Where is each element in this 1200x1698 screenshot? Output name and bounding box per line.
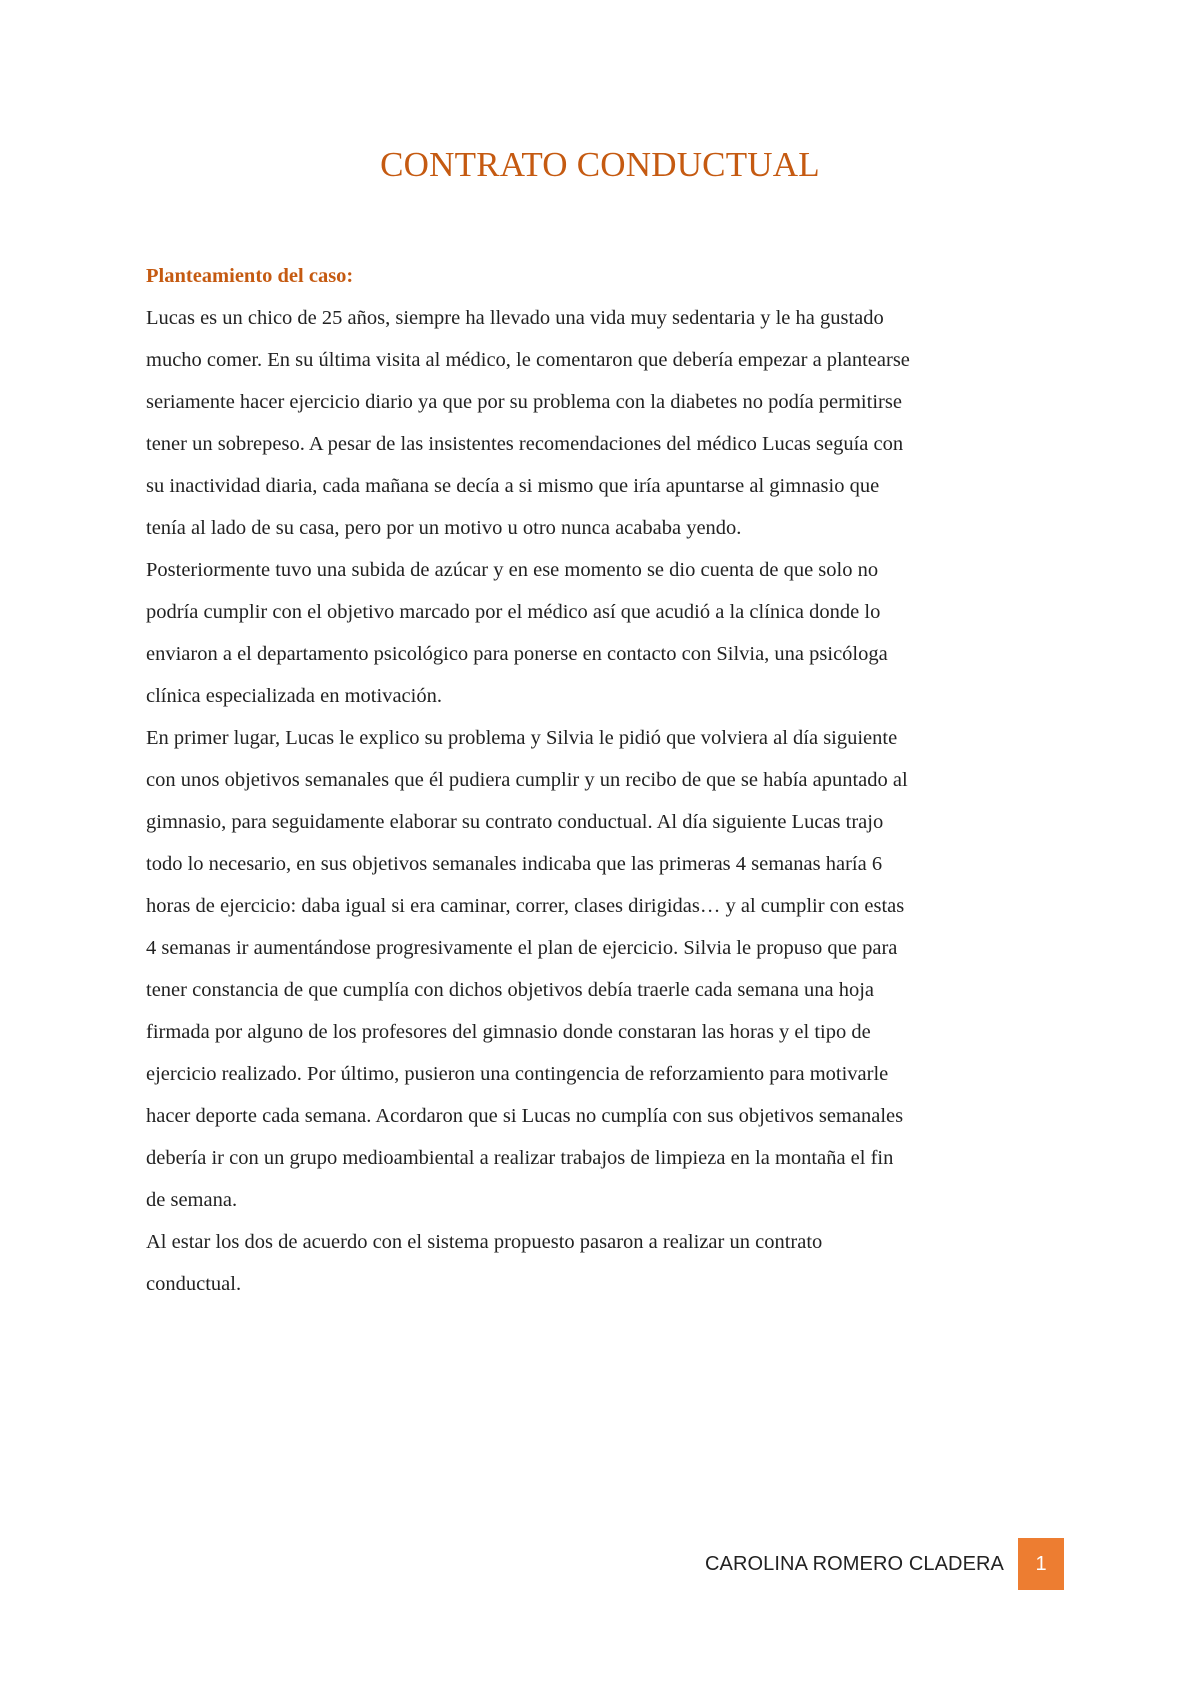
body-line: Lucas es un chico de 25 años, siempre ha llevado una vida muy sedentaria y le ha gustado <box>146 307 884 329</box>
body-line: Posteriormente tuvo una subida de azúcar y en ese momento se dio cuenta de que solo no <box>146 559 879 581</box>
section-heading: Planteamiento del caso: <box>146 265 354 287</box>
footer-author: CAROLINA ROMERO CLADERA <box>704 1552 1004 1575</box>
body-line: ejercicio realizado. Por último, pusieron una contingencia de reforzamiento para motivarle <box>146 1063 889 1085</box>
body-line: tener un sobrepeso. A pesar de las insistentes recomendaciones del médico Lucas seguía con <box>146 433 904 455</box>
document-body <box>146 255 1066 1305</box>
body-line: con unos objetivos semanales que él pudiera cumplir y un recibo de que se había apuntado al <box>146 769 908 791</box>
body-line: su inactividad diaria, cada mañana se decía a si mismo que iría apuntarse al gimnasio que <box>146 475 880 497</box>
body-line: hacer deporte cada semana. Acordaron que si Lucas no cumplía con sus objetivos semanales <box>146 1105 904 1127</box>
body-line: seriamente hacer ejercicio diario ya que por su problema con la diabetes no podía permitirse <box>146 391 902 413</box>
body-line: tenía al lado de su casa, pero por un motivo u otro nunca acababa yendo. <box>146 517 742 539</box>
body-line: 4 semanas ir aumentándose progresivamente el plan de ejercicio. Silvia le propuso que para <box>146 937 898 959</box>
body-line: tener constancia de que cumplía con dichos objetivos debía traerle cada semana una hoja <box>146 979 875 1001</box>
body-line: conductual. <box>146 1273 242 1295</box>
document-title: CONTRATO CONDUCTUAL <box>380 145 820 184</box>
body-line: debería ir con un grupo medioambiental a realizar trabajos de limpieza en la montaña el fin <box>146 1147 894 1169</box>
body-line: horas de ejercicio: daba igual si era caminar, correr, clases dirigidas… y al cumplir con estas <box>146 895 905 917</box>
body-line: gimnasio, para seguidamente elaborar su contrato conductual. Al día siguiente Lucas trajo <box>146 811 884 833</box>
body-line: firmada por alguno de los profesores del gimnasio donde constaran las horas y el tipo de <box>146 1021 871 1043</box>
body-line: enviaron a el departamento psicológico para ponerse en contacto con Silvia, una psicóloga <box>146 643 888 665</box>
body-line: En primer lugar, Lucas le explico su problema y Silvia le pidió que volviera al día siguiente <box>146 727 898 749</box>
body-line: todo lo necesario, en sus objetivos semanales indicaba que las primeras 4 semanas haría 6 <box>146 853 883 875</box>
body-line: Al estar los dos de acuerdo con el sistema propuesto pasaron a realizar un contrato <box>146 1231 823 1253</box>
page-number-badge: 1 <box>1018 1538 1064 1590</box>
body-line: mucho comer. En su última visita al médico, le comentaron que debería empezar a plantearse <box>146 349 910 371</box>
body-line: podría cumplir con el objetivo marcado por el médico así que acudió a la clínica donde lo <box>146 601 881 623</box>
body-line: de semana. <box>146 1189 238 1211</box>
page-footer <box>705 1538 1064 1590</box>
body-line: clínica especializada en motivación. <box>146 685 442 707</box>
